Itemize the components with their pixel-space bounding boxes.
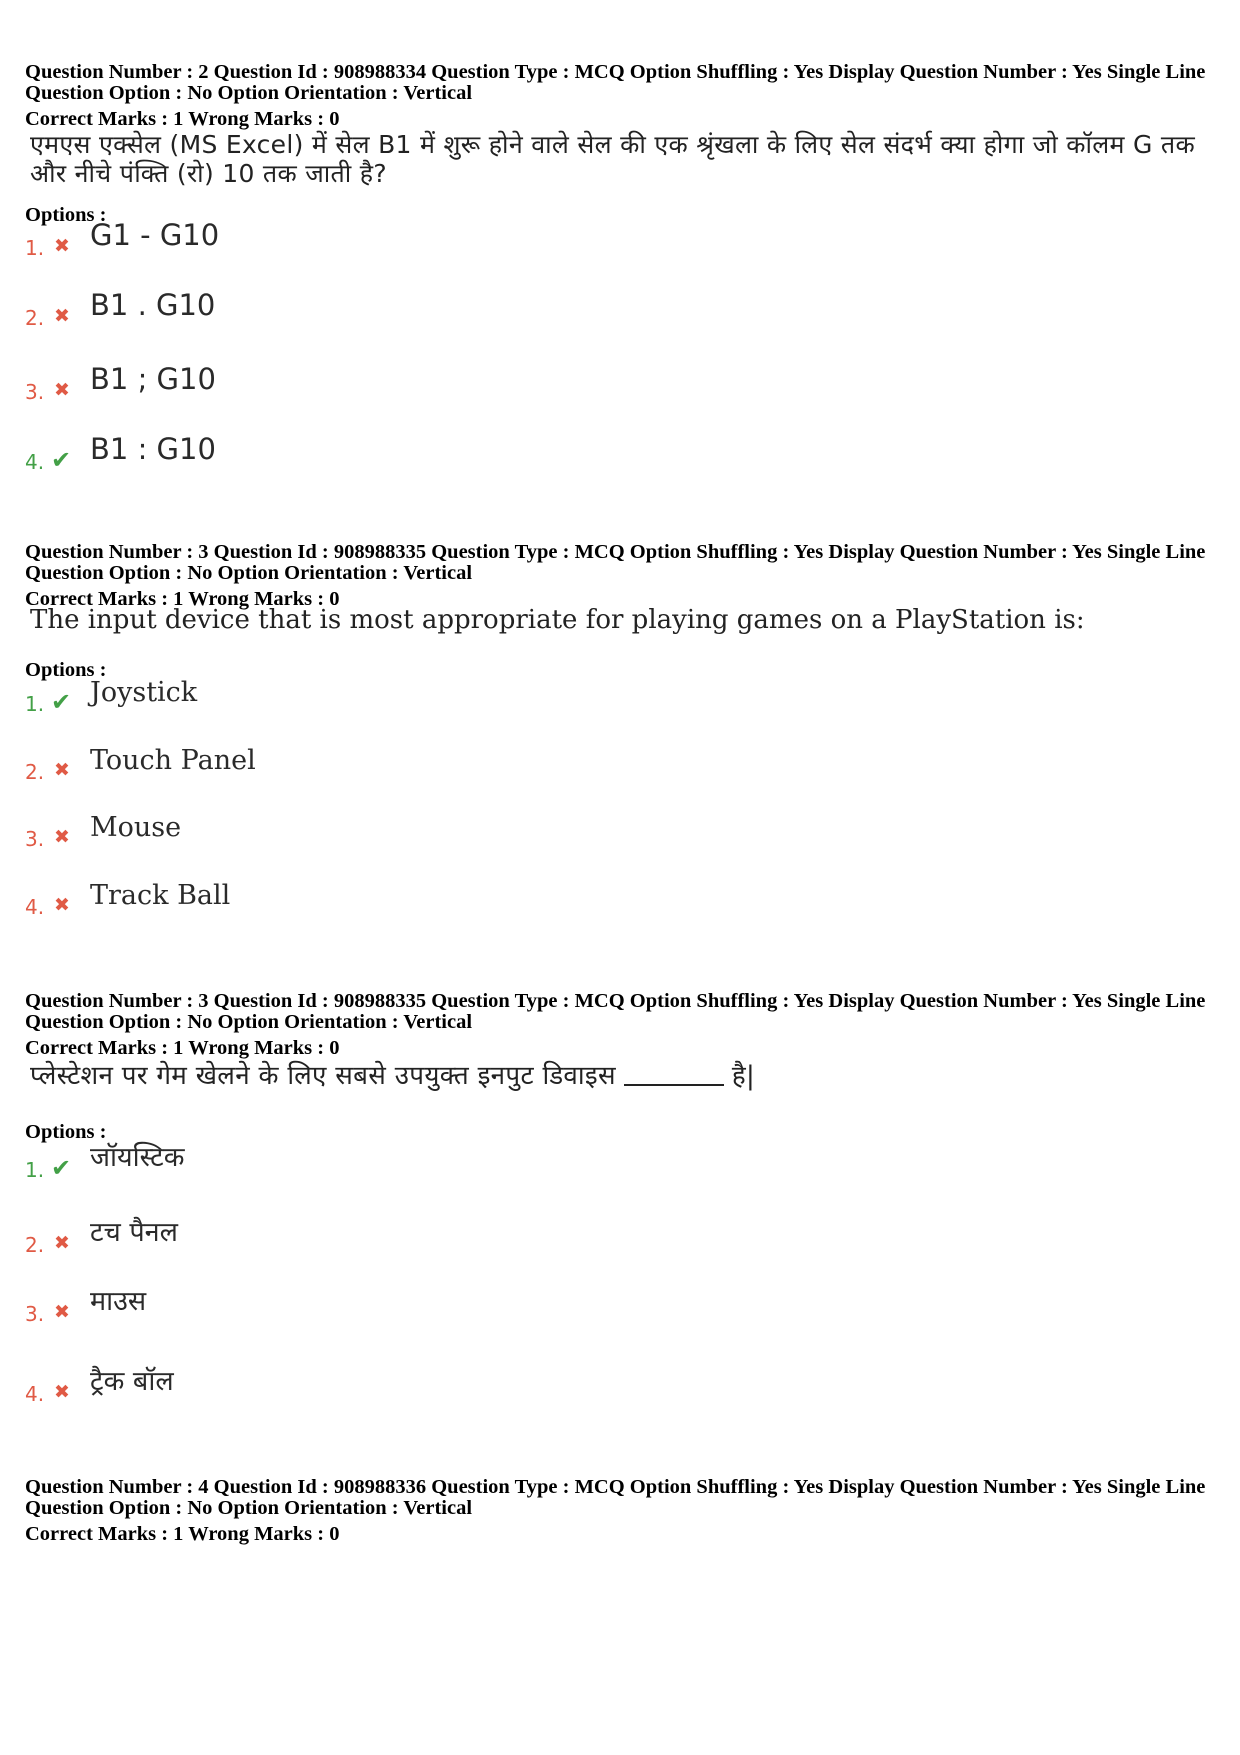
option-text: Track Ball [90, 880, 231, 911]
cross-mark-icon: ✖ [54, 1232, 70, 1254]
option-text: B1 . G10 [90, 288, 216, 322]
option-number: 3. [25, 1302, 45, 1326]
cross-mark-icon: ✖ [54, 1381, 70, 1403]
question-text [30, 1062, 1220, 1091]
question-meta: Question Number : 3 Question Id : 908988335 Question Type : MCQ Option Shuffling : Yes Display Question Number : Yes Single Line Question Option : No Option Orientation : Vertical [25, 541, 1206, 584]
option-text: G1 - G10 [90, 218, 220, 252]
option-number: 2. [25, 760, 45, 784]
answer-blank [624, 1084, 724, 1086]
option-2 [25, 284, 425, 328]
option-text: माउस [90, 1286, 147, 1317]
cross-mark-icon: ✖ [54, 379, 70, 401]
option-text: जॉयस्टिक [90, 1142, 185, 1173]
options-label: Options : [25, 659, 107, 681]
option-3 [25, 358, 425, 402]
option-text: B1 : G10 [90, 432, 216, 466]
option-number: 3. [25, 827, 45, 851]
option-number: 3. [25, 380, 45, 404]
option-text: Touch Panel [90, 745, 256, 776]
marks-info: Correct Marks : 1 Wrong Marks : 0 [25, 1037, 340, 1059]
option-number: 4. [25, 895, 45, 919]
cross-mark-icon: ✖ [54, 759, 70, 781]
option-4 [25, 873, 425, 917]
option-3 [25, 805, 425, 849]
check-mark-icon: ✔ [51, 446, 72, 474]
cross-mark-icon: ✖ [54, 894, 70, 916]
marks-info: Correct Marks : 1 Wrong Marks : 0 [25, 588, 340, 610]
check-mark-icon: ✔ [51, 688, 72, 716]
cross-mark-icon: ✖ [54, 305, 70, 327]
cross-mark-icon: ✖ [54, 1301, 70, 1323]
marks-info: Correct Marks : 1 Wrong Marks : 0 [25, 1523, 340, 1545]
question-text: The input device that is most appropriate for playing games on a PlayStation is: [30, 605, 1085, 635]
option-1 [25, 670, 425, 714]
option-2 [25, 1211, 425, 1255]
option-number: 4. [25, 1382, 45, 1406]
option-number: 2. [25, 1233, 45, 1257]
question-text-before: प्लेस्टेशन पर गेम खेलने के लिए सबसे उपयुक्त इनपुट डिवाइस [30, 1061, 616, 1091]
option-1 [25, 214, 425, 258]
options-label: Options : [25, 204, 107, 226]
marks-info: Correct Marks : 1 Wrong Marks : 0 [25, 108, 340, 130]
option-1 [25, 1136, 425, 1180]
option-text: Mouse [90, 812, 182, 843]
option-number: 1. [25, 1158, 45, 1182]
question-text: एमएस एक्सेल (MS Excel) में सेल B1 में शुरू होने वाले सेल की एक श्रृंखला के लिए सेल संदर्भ क्या होगा जो कॉलम G तक और नीचे पंक्ति (रो) 10 तक जाती है? [30, 130, 1195, 188]
option-3 [25, 1280, 425, 1324]
option-text: टच पैनल [90, 1217, 178, 1248]
question-text-after: है| [731, 1061, 756, 1091]
cross-mark-icon: ✖ [54, 235, 70, 257]
options-label: Options : [25, 1121, 107, 1143]
check-mark-icon: ✔ [51, 1154, 72, 1182]
option-text: B1 ; G10 [90, 362, 216, 396]
option-number: 1. [25, 236, 45, 260]
option-2 [25, 738, 425, 782]
option-text: ट्रैक बॉल [90, 1366, 174, 1397]
question-meta: Question Number : 2 Question Id : 908988334 Question Type : MCQ Option Shuffling : Yes Display Question Number : Yes Single Line Question Option : No Option Orientation : Vertical [25, 61, 1206, 104]
option-4 [25, 1360, 425, 1404]
option-number: 2. [25, 306, 45, 330]
option-number: 4. [25, 450, 45, 474]
option-text: Joystick [90, 677, 198, 708]
question-meta: Question Number : 3 Question Id : 908988335 Question Type : MCQ Option Shuffling : Yes Display Question Number : Yes Single Line Question Option : No Option Orientation : Vertical [25, 990, 1206, 1033]
option-number: 1. [25, 692, 45, 716]
option-4 [25, 428, 425, 472]
question-meta: Question Number : 4 Question Id : 908988336 Question Type : MCQ Option Shuffling : Yes Display Question Number : Yes Single Line Question Option : No Option Orientation : Vertical [25, 1476, 1206, 1519]
cross-mark-icon: ✖ [54, 826, 70, 848]
